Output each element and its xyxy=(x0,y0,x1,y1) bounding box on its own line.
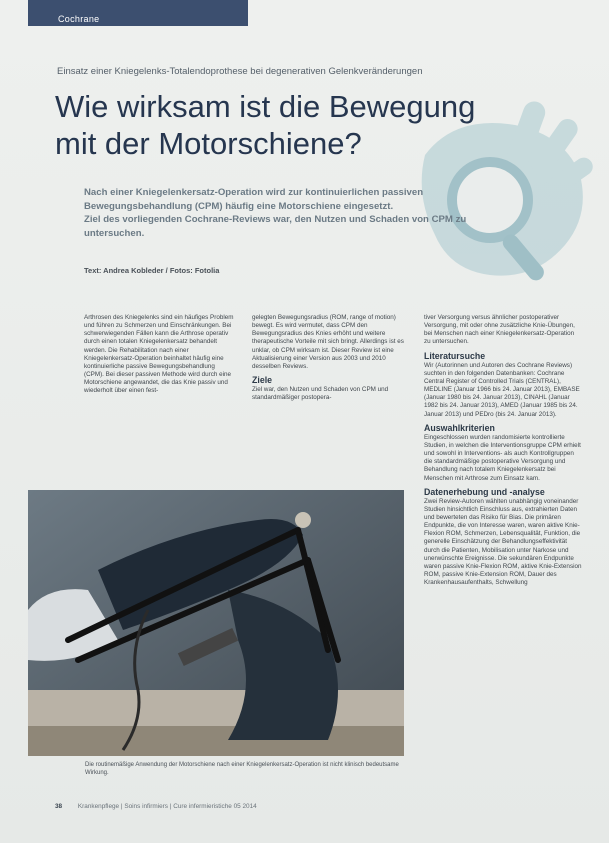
photo-illustration xyxy=(28,490,404,756)
intro-paragraph-1: Nach einer Kniegelenkersatz-Operation wird zur kontinuierlichen passiven Bewegungsbehandlung (CPM) häufig eine Motorschiene eingesetzt. xyxy=(84,187,424,212)
body-column-1 xyxy=(84,314,234,396)
body-paragraph: Ziel war, den Nutzen und Schaden von CPM und standardmäßiger postopera- xyxy=(252,386,389,402)
body-paragraph: Eingeschlossen wurden randomisierte kontrollierte Studien, in welchen die Interventionsgruppe CPM erhielt und sowohl in Interventions- als auch Kontrollgruppen die standardmäßige postoperative Versorgung und Behandlung nach totalem Kniegelenkersatz bei Menschen mit Arthrose zum Einsatz kam. xyxy=(424,433,581,482)
intro-paragraph-2: Ziel des vorliegenden Cochrane-Reviews war, den Nutzen und Schaden von CPM zu untersuchen. xyxy=(84,214,467,239)
body-paragraph: tiver Versorgung versus ähnlicher postoperativer Versorgung, mit oder ohne zusätzliche Knie-Übungen, bei Menschen nach einer Kniegelenkersatz-Operation zu untersuchen. xyxy=(424,314,575,346)
body-column-2 xyxy=(252,314,404,402)
article-title xyxy=(55,88,475,162)
heading-ziele: Ziele xyxy=(252,375,273,386)
body-paragraph: gelegten Bewegungsradius (ROM, range of motion) bewegt. Es wird vermutet, dass CPM den Bewegungsradius des Knies erhöht und weitere therapeutische Vorteile mit sich bringt. Allerdings ist es unklar, ob CPM wirksam ist. Dieser Review ist eine Aktualisierung einer Version aus 2003 und 2010 desselben Reviews. xyxy=(252,314,404,370)
article-intro xyxy=(84,186,504,240)
motor-splint-photo xyxy=(28,490,404,756)
body-column-3 xyxy=(424,314,582,587)
heading-literatursuche: Literatursuche xyxy=(424,350,486,361)
page-footer xyxy=(55,803,257,810)
footer-text: Krankenpflege | Soins infirmiers | Cure infermieristiche 05 2014 xyxy=(77,803,257,810)
photo-caption: Die routinemäßige Anwendung der Motorschiene nach einer Kniegelenkersatz-Operation ist nicht klinisch bedeutsame Wirkung. xyxy=(85,762,399,776)
title-line-2: mit der Motorschiene? xyxy=(55,126,362,161)
section-label: Cochrane xyxy=(58,14,100,24)
byline: Text: Andrea Kobleder / Fotos: Fotolia xyxy=(84,266,220,275)
section-header-bar xyxy=(28,0,248,26)
body-paragraph: Wir (Autorinnen und Autoren des Cochrane Reviews) suchten in den folgenden Datenbanken: Cochrane Central Register of Controlled Trials (CENTRAL), MEDLINE (Januar 1966 bis 24. Januar 2013), EMBASE (Januar 1980 bis 24. Januar 2013), CINAHL (Januar 1982 bis 24. Januar 2013), AMED (Januar 1985 bis 24. Januar 2013) und PEDro (bis 24. Januar 2013). xyxy=(424,361,580,418)
heading-auswahlkriterien: Auswahlkriterien xyxy=(424,422,495,433)
heading-datenerhebung: Datenerhebung und -analyse xyxy=(424,486,545,497)
body-paragraph: Arthrosen des Kniegelenks sind ein häufiges Problem und führen zu Schmerzen und Einschränkungen. Bei schwerwiegenden Fällen kann die Arthrose operativ durch einen totalen Kniegelenkersatz behandelt werden. Die Rehabilitation nach einer Kniegelenkersatz-Operation beinhaltet häufig eine kontinuierliche passive Bewegungsbehandlung (CPM). Bei dieser passiven Methode wird durch eine Motorschiene angewandet, die das Knie passiv und wiederholt über einen fest- xyxy=(84,314,234,395)
title-line-1: Wie wirksam ist die Bewegung xyxy=(55,89,476,124)
page-number: 38 xyxy=(55,803,63,810)
article-kicker: Einsatz einer Kniegelenks-Totalendoprothese bei degenerativen Gelenkveränderungen xyxy=(57,66,423,77)
body-paragraph: Zwei Review-Autoren wählten unabhängig voneinander Studien hinsichtlich Einschluss aus, extrahierten Daten und bewerteten das Risiko für Bias. Die primären Endpunkte, die von Interesse waren, waren aktive Knie-Flexion ROM, Schmerzen, Lebensqualität, Funktion, die generelle Einschätzung der Behandlungseffektivität durch die Patienten, Mobilisation unter Narkose und unerwünschte Ereignisse. Die sekundären Endpunkte waren passive Knie-Flexion ROM, aktive Knie-Extension ROM, passive Knie-Extension ROM, Dauer des Krankenhausaufenthalts, Schwellung xyxy=(424,497,582,587)
